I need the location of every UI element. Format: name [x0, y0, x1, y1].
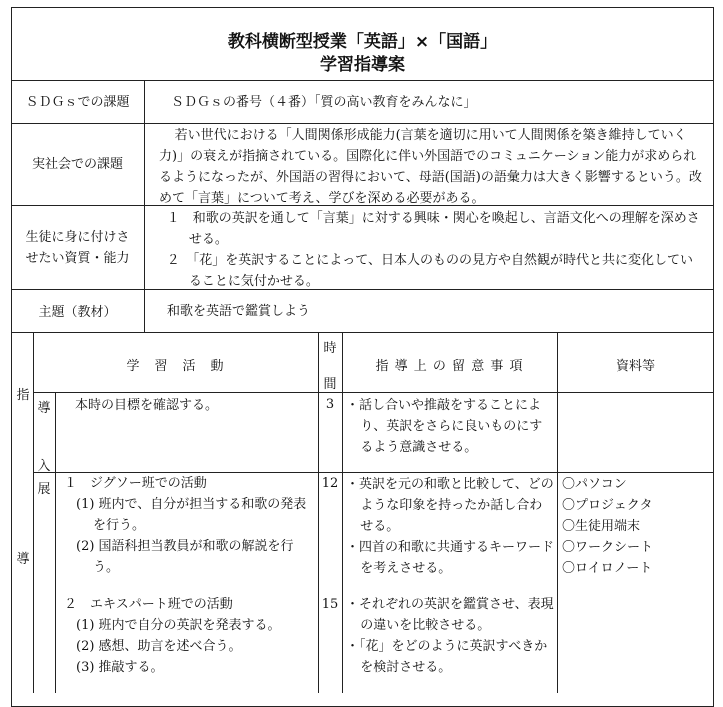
materials-list — [562, 474, 712, 579]
jigsaw-step-2: (2) 国語科担当教員が和歌の解説を行う。 — [76, 539, 294, 575]
expert-step-1: (1) 班内で自分の英訳を発表する。 — [76, 618, 281, 633]
expert-step-3: (3) 推敲する。 — [76, 660, 164, 675]
material-item: 〇プロジェクタ — [562, 498, 653, 513]
side-label-top: 指 — [16, 388, 30, 403]
theme-value: 和歌を英語で鑑賞しよう — [167, 303, 311, 319]
material-item: 〇生徒用端末 — [562, 519, 641, 534]
jigsaw-note-1: ・英訳を元の和歌と比較して、どのような印象を持ったか話し合わせる。 — [346, 477, 554, 534]
header-materials: 資料等 — [615, 359, 655, 374]
society-row — [11, 124, 714, 206]
sdgs-label: ＳＤＧｓでの課題 — [11, 81, 145, 123]
expert-note-1: ・それぞれの英訳を鑑賞させ、表現の違いを比較させる。 — [346, 597, 554, 633]
material-item: 〇ロイロノート — [562, 561, 653, 576]
header-activity: 学 習 活 動 — [126, 359, 225, 374]
society-text: 若い世代における「人間関係形成能力(言葉を適切に用いて人間関係を築き維持していく力)」の衰えが指摘されている。国際化に伴い外国語でのコミュニケーション能力が求められるようになったが、外国語の習得において、母語(国語)の語彙力は大きく影響するという。改めて「言葉」について考え、学びを深める必要がある。 — [159, 128, 702, 206]
capabilities-label-line-1: 生徒に身に付けさ — [25, 229, 130, 245]
capability-item-2: ２ 「花」を英訳することによって、日本人のものの見方や自然観が時代と共に変化していることに気付かせる。 — [166, 253, 694, 289]
stage-develop: 展 — [37, 482, 51, 497]
intro-note-1: ・話し合いや推敲をすることにより、英訳をさらに良いものにするよう意識させる。 — [346, 398, 543, 455]
theme-row — [11, 290, 714, 333]
expert-note-2: ・「花」をどのように英訳すべきかを検討させる。 — [346, 639, 548, 675]
header-notes: 指 導 上 の 留 意 事 項 — [375, 359, 524, 374]
expert-activity — [62, 594, 316, 678]
expert-time: 15 — [321, 597, 339, 612]
capabilities-label-line-2: せたい資質・能力 — [25, 250, 130, 266]
jigsaw-heading: １ ジグソー班での活動 — [64, 476, 207, 491]
side-label-bottom: 導 — [16, 552, 30, 567]
material-item: 〇パソコン — [562, 477, 627, 492]
lesson-plan-title — [11, 7, 714, 81]
theme-label: 主題（教材） — [11, 290, 145, 332]
table-divider-side — [33, 333, 34, 693]
expert-heading: ２ エキスパート班での活動 — [64, 597, 233, 612]
jigsaw-note-2: ・四首の和歌に共通するキーワードを考えさせる。 — [346, 540, 555, 576]
sdgs-value: ＳＤＧｓの番号（４番）「質の高い教育をみんなに」 — [171, 94, 477, 110]
capability-item-1: １ 和歌の英訳を通して「言葉」に対する興味・関心を喚起し、言語文化への理解を深めさせる。 — [166, 211, 700, 247]
header-time-bottom: 間 — [323, 377, 337, 392]
expert-step-2: (2) 感想、助言を述べ合う。 — [76, 639, 242, 654]
title-line-2: 学習指導案 — [320, 55, 405, 75]
jigsaw-step-1: (1) 班内で、自分が担当する和歌の発表を行う。 — [76, 497, 307, 533]
jigsaw-time: 12 — [321, 476, 339, 491]
capabilities-label — [11, 206, 145, 289]
material-item: 〇ワークシート — [562, 540, 654, 555]
table-header-bottom-line — [33, 392, 714, 393]
table-divider-stage — [55, 392, 56, 693]
capabilities-list — [145, 206, 714, 289]
capabilities-row — [11, 206, 714, 290]
table-divider-time-right — [342, 333, 343, 693]
stage-intro-bottom: 入 — [37, 459, 51, 474]
stage-intro-top: 導 — [37, 401, 51, 416]
sdgs-row — [11, 81, 714, 124]
header-time-top: 時 — [323, 341, 337, 356]
intro-notes — [346, 395, 555, 458]
jigsaw-notes — [346, 474, 555, 579]
expert-notes — [346, 594, 555, 678]
intro-activity: 本時の目標を確認する。 — [75, 398, 219, 413]
jigsaw-activity — [62, 473, 316, 578]
society-label: 実社会での課題 — [11, 124, 145, 205]
title-line-1: 教科横断型授業「英語」×「国語」 — [227, 32, 498, 52]
table-divider-materials — [557, 333, 558, 693]
intro-time: 3 — [325, 397, 335, 412]
